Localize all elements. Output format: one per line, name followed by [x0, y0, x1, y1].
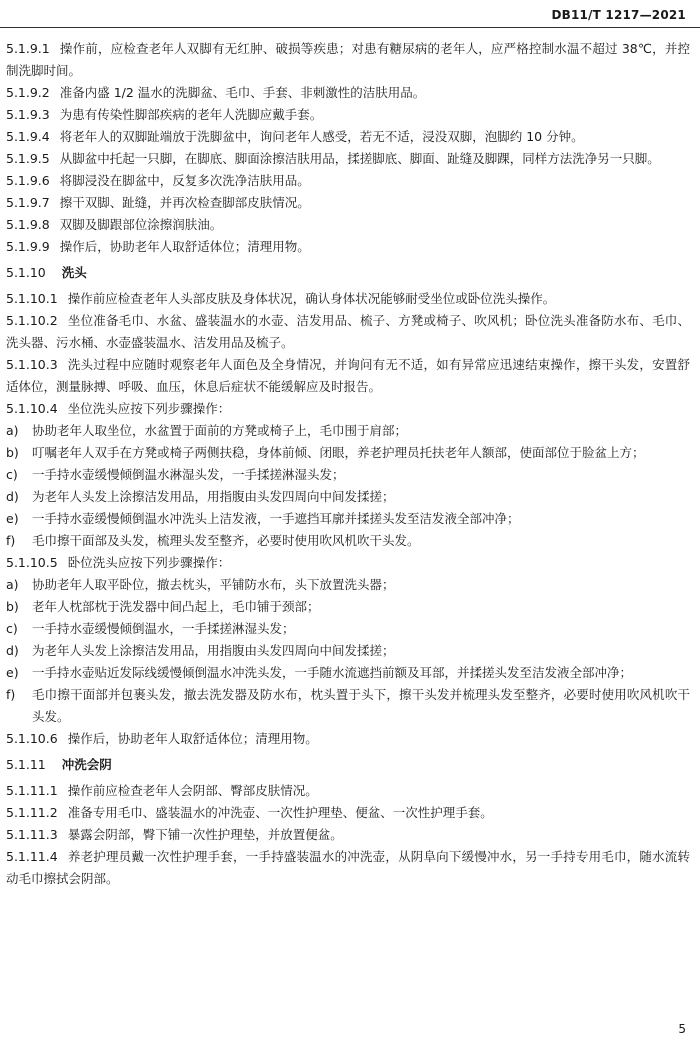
list-item-text: 一手持水壶贴近发际线缓慢倾倒温水冲洗头发，一手随水流遮挡前额及耳部，并揉搓头发至洁发液全部冲净；	[32, 665, 633, 680]
list-item	[6, 596, 690, 618]
list-marker: e)	[6, 511, 19, 526]
clause-5-1-10-6	[6, 728, 690, 750]
list-item	[6, 486, 690, 508]
clause-text: 洗头过程中应随时观察老年人面色及全身情况，并询问有无不适，如有异常应迅速结束操作，擦干头发，安置舒适体位，测量脉搏、呼吸、血压，休息后症状不能缓解应及时报告。	[6, 357, 690, 394]
section-number: 5.1.10	[6, 265, 46, 280]
clause-text: 操作后，协助老年人取舒适体位；清理用物。	[67, 731, 318, 746]
clause-text: 操作后，协助老年人取舒适体位；清理用物。	[59, 239, 310, 254]
list-marker: b)	[6, 445, 19, 460]
list-item	[6, 618, 690, 640]
list-item-text: 毛巾擦干面部并包裹头发，撤去洗发器及防水布，枕头置于头下，擦干头发并梳理头发至整齐，必要时使用吹风机吹干头发。	[32, 687, 690, 724]
clause-5-1-9-3	[6, 104, 690, 126]
clause-5-1-9-7	[6, 192, 690, 214]
section-number: 5.1.11	[6, 757, 46, 772]
clause-5-1-11-2	[6, 802, 690, 824]
clause-number: 5.1.10.6	[6, 731, 58, 746]
clause-text: 擦干双脚、趾缝，并再次检查脚部皮肤情况。	[59, 195, 310, 210]
list-item	[6, 640, 690, 662]
clause-text: 坐位准备毛巾、水盆、盛装温水的水壶、洁发用品、梳子、方凳或椅子、吹风机；卧位洗头准备防水布、毛巾、洗头器、污水桶、水壶盛装温水、洁发用品及梳子。	[6, 313, 690, 350]
clause-number: 5.1.11.1	[6, 783, 58, 798]
section-title: 洗头	[61, 265, 87, 280]
list-item	[6, 508, 690, 530]
clause-number: 5.1.9.4	[6, 129, 50, 144]
clause-number: 5.1.9.9	[6, 239, 50, 254]
clause-text: 暴露会阴部，臀下铺一次性护理垫，并放置便盆。	[67, 827, 343, 842]
clause-5-1-9-9	[6, 236, 690, 258]
clause-5-1-11-1	[6, 780, 690, 802]
list-marker: f)	[6, 533, 16, 548]
clause-number: 5.1.11.4	[6, 849, 58, 864]
clause-number: 5.1.10.5	[6, 555, 58, 570]
clause-text: 准备内盛 1/2 温水的洗脚盆、毛巾、手套、非刺激性的洁肤用品。	[59, 85, 426, 100]
clause-number: 5.1.10.1	[6, 291, 58, 306]
list-item-text: 为老年人头发上涂擦洁发用品，用指腹由头发四周向中间发揉搓；	[32, 489, 395, 504]
clause-5-1-9-2	[6, 82, 690, 104]
section-title: 冲洗会阴	[61, 757, 112, 772]
clause-5-1-9-6	[6, 170, 690, 192]
list-marker: a)	[6, 577, 19, 592]
list-marker: e)	[6, 665, 19, 680]
list-item-text: 一手持水壶缓慢倾倒温水淋湿头发，一手揉搓淋湿头发；	[32, 467, 345, 482]
list-marker: c)	[6, 621, 18, 636]
clause-5-1-9-5	[6, 148, 690, 170]
page-number: 5	[678, 1022, 686, 1036]
clause-5-1-10-3	[6, 354, 690, 398]
list-item-text: 老年人枕部枕于洗发器中间凸起上，毛巾铺于颈部；	[32, 599, 320, 614]
list-marker: c)	[6, 467, 18, 482]
list-item-text: 协助老年人取平卧位，撤去枕头，平铺防水布，头下放置洗头器；	[32, 577, 395, 592]
clause-number: 5.1.11.3	[6, 827, 58, 842]
clause-number: 5.1.9.5	[6, 151, 50, 166]
clause-number: 5.1.9.1	[6, 41, 50, 56]
clause-5-1-9-4	[6, 126, 690, 148]
list-item	[6, 442, 690, 464]
list-item	[6, 530, 690, 552]
document-body	[6, 38, 690, 890]
header-rule	[0, 27, 700, 28]
section-heading-5-1-10	[6, 262, 690, 284]
list-marker: b)	[6, 599, 19, 614]
clause-text: 双脚及脚跟部位涂擦润肤油。	[59, 217, 223, 232]
clause-5-1-9-1	[6, 38, 690, 82]
clause-text: 操作前，应检查老年人双脚有无红肿、破损等疾患；对患有糖尿病的老年人，应严格控制水温不超过 38℃，并控制洗脚时间。	[6, 41, 690, 78]
clause-5-1-10-2	[6, 310, 690, 354]
list-item	[6, 574, 690, 596]
clause-text: 坐位洗头应按下列步骤操作：	[67, 401, 231, 416]
clause-text: 从脚盆中托起一只脚，在脚底、脚面涂擦洁肤用品，揉搓脚底、脚面、趾缝及脚踝，同样方法洗净另一只脚。	[59, 151, 660, 166]
list-marker: a)	[6, 423, 19, 438]
clause-number: 5.1.9.7	[6, 195, 50, 210]
list-item	[6, 684, 690, 728]
clause-5-1-10-5	[6, 552, 690, 574]
list-item-text: 毛巾擦干面部及头发，梳理头发至整齐，必要时使用吹风机吹干头发。	[32, 533, 420, 548]
document-id-header: DB11/T 1217—2021	[551, 8, 686, 22]
list-item-text: 一手持水壶缓慢倾倒温水冲洗头上洁发液，一手遮挡耳廓并揉搓头发至洁发液全部冲净；	[32, 511, 520, 526]
clause-number: 5.1.10.4	[6, 401, 58, 416]
clause-number: 5.1.11.2	[6, 805, 58, 820]
clause-text: 将脚浸没在脚盆中，反复多次洗净洁肤用品。	[59, 173, 310, 188]
clause-number: 5.1.10.2	[6, 313, 58, 328]
list-item-text: 协助老年人取坐位，水盆置于面前的方凳或椅子上，毛巾围于肩部；	[32, 423, 408, 438]
list-item-text: 叮嘱老年人双手在方凳或椅子两侧扶稳，身体前倾、闭眼，养老护理员托扶老年人额部，使面部位于脸盆上方；	[32, 445, 645, 460]
list-marker: f)	[6, 687, 16, 702]
list-item	[6, 420, 690, 442]
clause-number: 5.1.9.3	[6, 107, 50, 122]
clause-number: 5.1.9.6	[6, 173, 50, 188]
clause-5-1-11-4	[6, 846, 690, 890]
clause-text: 卧位洗头应按下列步骤操作：	[67, 555, 231, 570]
list-item-text: 为老年人头发上涂擦洁发用品，用指腹由头发四周向中间发揉搓；	[32, 643, 395, 658]
clause-text: 将老年人的双脚趾端放于洗脚盆中，询问老年人感受，若无不适，浸没双脚，泡脚约 10 分钟。	[59, 129, 584, 144]
clause-number: 5.1.10.3	[6, 357, 58, 372]
clause-5-1-11-3	[6, 824, 690, 846]
list-item	[6, 662, 690, 684]
clause-number: 5.1.9.8	[6, 217, 50, 232]
list-marker: d)	[6, 643, 19, 658]
list-item-text: 一手持水壶缓慢倾倒温水，一手揉搓淋湿头发；	[32, 621, 295, 636]
clause-5-1-9-8	[6, 214, 690, 236]
clause-text: 操作前应检查老年人头部皮肤及身体状况，确认身体状况能够耐受坐位或卧位洗头操作。	[67, 291, 556, 306]
list-item	[6, 464, 690, 486]
clause-number: 5.1.9.2	[6, 85, 50, 100]
list-marker: d)	[6, 489, 19, 504]
clause-text: 操作前应检查老年人会阴部、臀部皮肤情况。	[67, 783, 318, 798]
section-heading-5-1-11	[6, 754, 690, 776]
clause-text: 养老护理员戴一次性护理手套，一手持盛装温水的冲洗壶，从阴阜向下缓慢冲水，另一手持专用毛巾，随水流转动毛巾擦拭会阴部。	[6, 849, 690, 886]
clause-5-1-10-1	[6, 288, 690, 310]
clause-5-1-10-4	[6, 398, 690, 420]
clause-text: 准备专用毛巾、盛装温水的冲洗壶、一次性护理垫、便盆、一次性护理手套。	[67, 805, 493, 820]
clause-text: 为患有传染性脚部疾病的老年人洗脚应戴手套。	[59, 107, 323, 122]
